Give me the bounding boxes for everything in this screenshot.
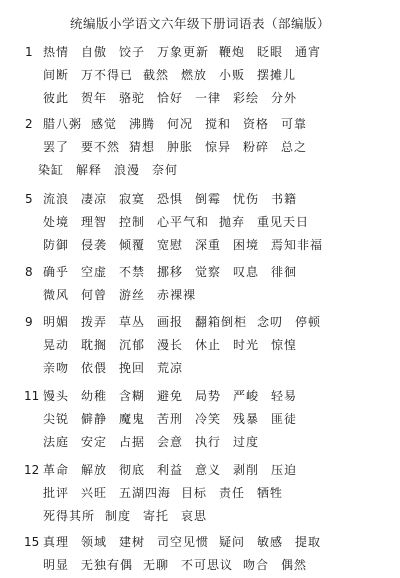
vocab-word: 亲吻 — [43, 361, 70, 375]
vocab-word: 焉知非福 — [271, 238, 324, 252]
vocab-word: 念叨 — [257, 315, 284, 329]
vocab-word: 司空见惯 — [157, 535, 210, 549]
vocab-word: 真理 — [43, 535, 70, 549]
vocab-word: 牺牲 — [257, 486, 284, 500]
word-row — [0, 189, 400, 209]
vocab-word: 解释 — [76, 163, 103, 177]
word-row — [0, 335, 400, 355]
vocab-word: 尖锐 — [43, 412, 70, 426]
vocab-word: 理智 — [81, 215, 108, 229]
vocab-word: 小贩 — [219, 68, 246, 82]
vocab-word: 骆驼 — [119, 91, 146, 105]
vocab-word: 批评 — [43, 486, 70, 500]
lesson-number: 8 — [25, 265, 33, 279]
vocab-word: 染缸 — [38, 163, 65, 177]
vocab-word: 万不得已 — [81, 68, 134, 82]
vocab-word: 吻合 — [243, 558, 270, 572]
vocab-word: 敏感 — [257, 535, 284, 549]
lesson-number: 5 — [25, 192, 33, 206]
vocab-word: 流浪 — [43, 192, 70, 206]
vocab-word: 晃动 — [43, 338, 70, 352]
vocab-word: 何曾 — [81, 288, 108, 302]
vocab-word: 哀思 — [181, 509, 208, 523]
vocab-word: 深重 — [195, 238, 222, 252]
word-row — [0, 114, 400, 134]
vocab-word: 意义 — [195, 463, 222, 477]
vocab-word: 心平气和 — [157, 215, 210, 229]
vocab-word: 会意 — [157, 435, 184, 449]
vocab-word: 肿胀 — [167, 140, 194, 154]
vocab-word: 贺年 — [81, 91, 108, 105]
vocab-word: 惊惶 — [271, 338, 298, 352]
word-row — [0, 409, 400, 429]
vocab-word: 无聊 — [143, 558, 170, 572]
vocab-word: 徘徊 — [271, 265, 298, 279]
vocab-word: 困境 — [233, 238, 260, 252]
vocab-word: 压迫 — [271, 463, 298, 477]
vocab-word: 提取 — [295, 535, 322, 549]
vocab-word: 浪漫 — [114, 163, 141, 177]
vocab-word: 建树 — [119, 535, 146, 549]
lesson-number: 2 — [25, 117, 33, 131]
vocab-word: 法庭 — [43, 435, 70, 449]
vocab-word: 兴旺 — [81, 486, 108, 500]
vocab-word: 沉郁 — [119, 338, 146, 352]
vocab-word: 不禁 — [119, 265, 146, 279]
word-row — [0, 212, 400, 232]
vocab-word: 偶然 — [281, 558, 308, 572]
vocab-word: 重见天日 — [257, 215, 310, 229]
vocab-word: 摆摊儿 — [257, 68, 297, 82]
vocab-word: 挪移 — [157, 265, 184, 279]
vocab-word: 截然 — [143, 68, 170, 82]
vocab-word: 彻底 — [119, 463, 146, 477]
vocab-word: 凄凉 — [81, 192, 108, 206]
page-title: 统编版小学语文六年级下册词语表（部编版） — [69, 16, 330, 31]
vocab-word: 可靠 — [281, 117, 308, 131]
vocab-word: 苦刑 — [157, 412, 184, 426]
word-row — [0, 235, 400, 255]
vocab-word: 腊八粥 — [43, 117, 83, 131]
lesson-number: 9 — [25, 315, 33, 329]
vocab-word: 宽慰 — [157, 238, 184, 252]
word-row — [0, 160, 400, 180]
vocab-word: 惊异 — [205, 140, 232, 154]
lesson-number: 1 — [25, 45, 33, 59]
vocab-word: 猜想 — [129, 140, 156, 154]
vocab-word: 彩绘 — [233, 91, 260, 105]
vocab-word: 资格 — [243, 117, 270, 131]
vocab-word: 控制 — [119, 215, 146, 229]
vocab-word: 明显 — [43, 558, 70, 572]
vocab-word: 倾覆 — [119, 238, 146, 252]
word-row — [0, 432, 400, 452]
vocab-word: 寄托 — [143, 509, 170, 523]
vocab-word: 草丛 — [119, 315, 146, 329]
vocab-word: 眨眼 — [257, 45, 284, 59]
vocab-word: 热情 — [43, 45, 70, 59]
vocab-word: 燃放 — [181, 68, 208, 82]
vocab-word: 挽回 — [119, 361, 146, 375]
vocab-word: 解放 — [81, 463, 108, 477]
vocab-word: 依偎 — [81, 361, 108, 375]
vocab-word: 游丝 — [119, 288, 146, 302]
vocab-word: 责任 — [219, 486, 246, 500]
vocab-word: 冷笑 — [195, 412, 222, 426]
word-row — [0, 532, 400, 552]
word-row — [0, 555, 400, 575]
vocab-word: 处境 — [43, 215, 70, 229]
vocab-word: 抛弃 — [219, 215, 246, 229]
word-row — [0, 137, 400, 157]
vocab-word: 沸腾 — [129, 117, 156, 131]
vocab-word: 残暴 — [233, 412, 260, 426]
vocab-word: 不可思议 — [181, 558, 234, 572]
vocab-word: 执行 — [195, 435, 222, 449]
vocab-word: 馒头 — [43, 389, 70, 403]
vocab-word: 彼此 — [43, 91, 70, 105]
vocab-word: 死得其所 — [43, 509, 96, 523]
vocab-word: 粉碎 — [243, 140, 270, 154]
vocab-word: 感觉 — [91, 117, 118, 131]
vocab-word: 侵袭 — [81, 238, 108, 252]
vocab-word: 明媚 — [43, 315, 70, 329]
vocab-word: 寂寞 — [119, 192, 146, 206]
vocab-word: 魔鬼 — [119, 412, 146, 426]
word-row — [0, 42, 400, 62]
vocab-word: 搅和 — [205, 117, 232, 131]
word-row — [0, 386, 400, 406]
word-row — [0, 262, 400, 282]
vocab-word: 避免 — [157, 389, 184, 403]
vocab-word: 微风 — [43, 288, 70, 302]
vocab-word: 安定 — [81, 435, 108, 449]
vocab-word: 一律 — [195, 91, 222, 105]
lesson-number: 11 — [24, 389, 40, 403]
vocab-word: 时光 — [233, 338, 260, 352]
vocab-word: 领域 — [81, 535, 108, 549]
vocab-word: 饺子 — [119, 45, 146, 59]
vocab-word: 占据 — [119, 435, 146, 449]
vocab-word: 间断 — [43, 68, 70, 82]
vocab-word: 何况 — [167, 117, 194, 131]
vocab-word: 利益 — [157, 463, 184, 477]
word-row — [0, 312, 400, 332]
vocab-word: 漫长 — [157, 338, 184, 352]
vocab-word: 匪徒 — [271, 412, 298, 426]
word-row — [0, 65, 400, 85]
vocab-word: 赤裸裸 — [157, 288, 197, 302]
vocab-word: 忧伤 — [233, 192, 260, 206]
vocab-word: 鞭炮 — [219, 45, 246, 59]
vocab-word: 含糊 — [119, 389, 146, 403]
vocab-word: 轻易 — [271, 389, 298, 403]
vocab-word: 革命 — [43, 463, 70, 477]
lesson-number: 15 — [24, 535, 40, 549]
word-row — [0, 460, 400, 480]
vocab-word: 确乎 — [43, 265, 70, 279]
vocab-word: 翻箱倒柜 — [195, 315, 248, 329]
vocab-word: 荒凉 — [157, 361, 184, 375]
vocab-word: 画报 — [157, 315, 184, 329]
vocab-word: 局势 — [195, 389, 222, 403]
vocab-word: 停顿 — [295, 315, 322, 329]
vocab-word: 恐惧 — [157, 192, 184, 206]
vocab-word: 书籍 — [271, 192, 298, 206]
vocab-word: 通宵 — [295, 45, 322, 59]
vocab-word: 无独有偶 — [81, 558, 134, 572]
vocab-word: 奈何 — [152, 163, 179, 177]
vocab-word: 空虚 — [81, 265, 108, 279]
vocab-word: 过度 — [233, 435, 260, 449]
word-row — [0, 483, 400, 503]
vocab-word: 罢了 — [43, 140, 70, 154]
vocab-word: 拨弄 — [81, 315, 108, 329]
vocab-word: 分外 — [271, 91, 298, 105]
vocab-word: 觉察 — [195, 265, 222, 279]
vocab-word: 总之 — [281, 140, 308, 154]
vocab-word: 倒霉 — [195, 192, 222, 206]
word-row — [0, 285, 400, 305]
vocab-word: 五湖四海 — [119, 486, 172, 500]
vocab-word: 幼稚 — [81, 389, 108, 403]
vocab-word: 要不然 — [81, 140, 121, 154]
vocab-word: 叹息 — [233, 265, 260, 279]
vocab-word: 严峻 — [233, 389, 260, 403]
vocab-word: 恰好 — [157, 91, 184, 105]
vocab-word: 休止 — [195, 338, 222, 352]
word-row — [0, 358, 400, 378]
vocab-word: 万象更新 — [157, 45, 210, 59]
lesson-number: 12 — [24, 463, 40, 477]
vocab-word: 耽搁 — [81, 338, 108, 352]
vocab-word: 目标 — [181, 486, 208, 500]
vocab-word: 剥削 — [233, 463, 260, 477]
vocab-word: 自傲 — [81, 45, 108, 59]
vocab-word: 僻静 — [81, 412, 108, 426]
word-row — [0, 88, 400, 108]
word-row — [0, 506, 400, 526]
vocab-word: 防御 — [43, 238, 70, 252]
vocab-word: 制度 — [105, 509, 132, 523]
vocab-word: 疑问 — [219, 535, 246, 549]
